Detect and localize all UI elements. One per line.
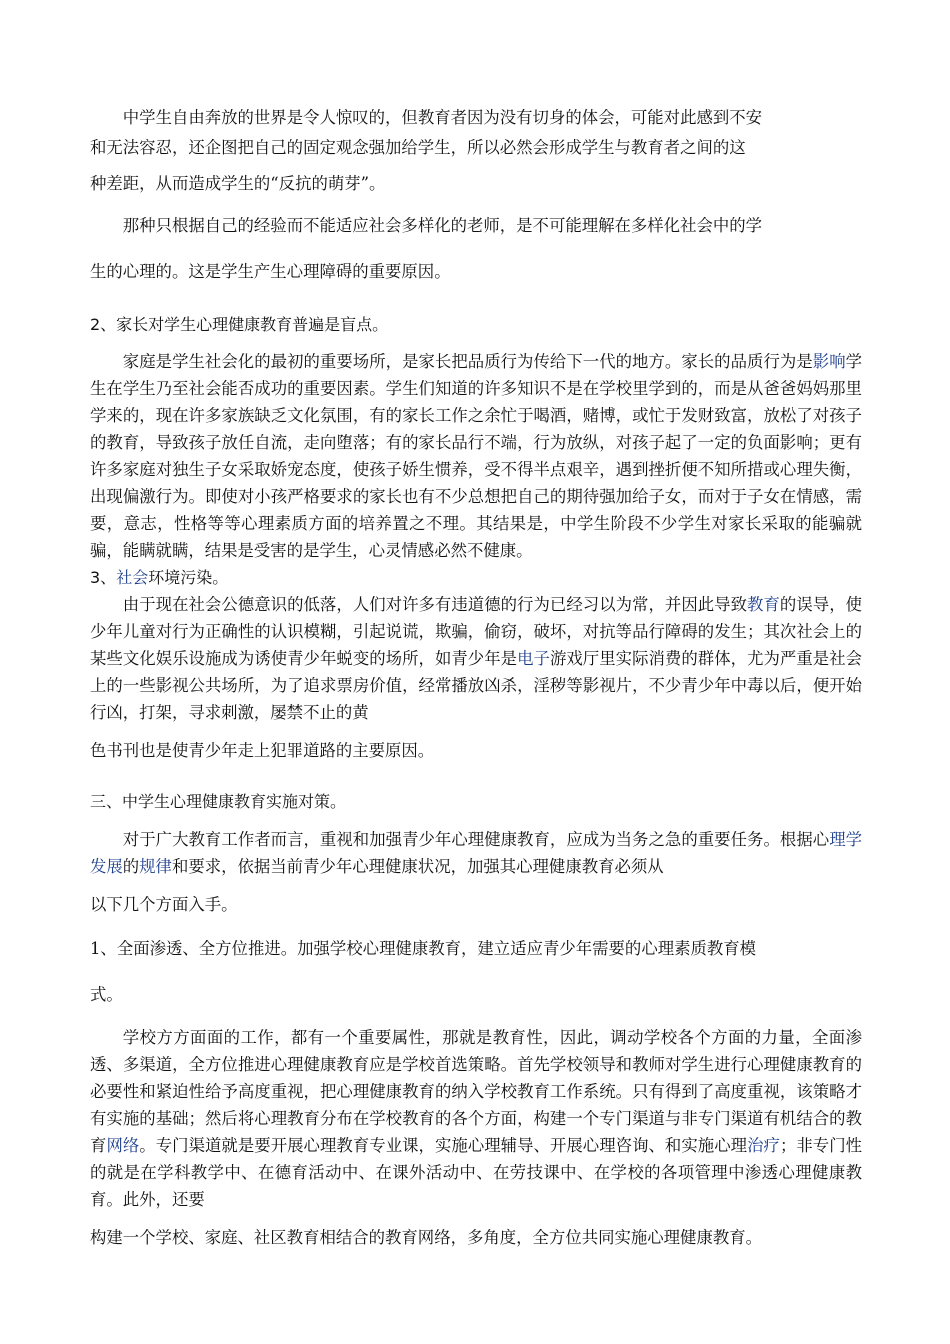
text-span: 。专门渠道就是要开展心理教育专业课，实施心理辅导、开展心理咨询、和实施心理 xyxy=(139,1136,748,1155)
text-span: 学生在学生乃至社会能否成功的重要因素。学生们知道的许多知识不是在学校里学到的，而是从爸爸妈妈那里学来的，现在许多家族缺乏文化氛围，有的家长工作之余忙于喝酒，赌博，或忙于发财致富，放松了对孩子的教育，导致孩子放任自流，走向堕落；有的家长品行不端，行为放纵，对孩子起了一定的负面影响；更有许多家庭对独生子女采取娇宠态度，使孩子娇生惯养，受不得半点艰辛，遇到挫折便不知所措或心理失衡，出现偏激行为。即使对小孩严格要求的家长也有不少总想把自己的期待强加给子女，而对于子女在情感，需要，意志，性格等等心理素质方面的培养置之不理。其结果是，中学生阶段不少学生对家长采取的能骗就骗，能瞒就瞒，结果是受害的是学生，心灵情感必然不健康。 xyxy=(90,352,863,560)
paragraph-line: 以下几个方面入手。 xyxy=(90,895,238,914)
text-span: 环境污染。 xyxy=(148,568,229,587)
paragraph-line: 构建一个学校、家庭、社区教育相结合的教育网络，多角度，全方位共同实施心理健康教育。 xyxy=(90,1228,763,1247)
paragraph-line: 1、全面渗透、全方位推进。加强学校心理健康教育，建立适应青少年需要的心理素质教育模 xyxy=(90,939,757,958)
document-page xyxy=(90,104,862,1259)
paragraph-line: 和无法容忍，还企图把自己的固定观念强加给学生，所以必然会形成学生与教育者之间的这 xyxy=(90,138,746,157)
text-span: ；非专门性的就是在学科教学中、在德育活动中、在课外活动中、在劳技课中、在学校的各项管理中渗透心理健康教育。此外，还要 xyxy=(90,1136,863,1209)
paragraph-line: 生的心理的。这是学生产生心理障碍的重要原因。 xyxy=(90,262,451,281)
list-item-comprehensive xyxy=(90,928,862,1016)
link-law[interactable]: 规律 xyxy=(139,857,172,876)
paragraph-educators xyxy=(90,826,862,880)
text-span: 学校方方面面的工作，都有一个重要属性，那就是教育性，因此，调动学校各个方面的力量，全面渗透、多渠道，全方位推进心理健康教育应是学校首选策略。首先学校领导和教师对学生进行心理健康教育的必要性和紧迫性给予高度重视，把心理健康教育的纳入学校教育工作系统。只有得到了高度重视，该策略才有实施的基础；然后将心理教育分布在学校教育的各个方面，构建一个专门渠道与非专门渠道有机结合的教育 xyxy=(90,1028,862,1155)
paragraph-family xyxy=(90,348,862,564)
text-span: 的误导，使少年儿童对行为正确性的认识模糊，引起说谎，欺骗，偷窃，破坏，对抗等品行障碍的发生；其次社会上的某些文化娱乐设施成为诱使青少年蜕变的场所，如青少年是 xyxy=(90,595,863,668)
text-span: 和要求，依据当前青少年心理健康状况，加强其心理健康教育必须从 xyxy=(171,857,664,876)
text-span: 家庭是学生社会化的最初的重要场所，是家长把品质行为传给下一代的地方。家长的品质行为是 xyxy=(122,352,813,371)
heading-section-three: 三、中学生心理健康教育实施对策。 xyxy=(90,792,347,811)
paragraph-teacher-experience xyxy=(90,205,862,293)
text-span: 对于广大教育工作者而言，重视和加强青少年心理健康教育，应成为当务之急的重要任务。根据心 xyxy=(122,830,830,849)
text-span: 的 xyxy=(122,857,140,876)
heading-parents: 2、家长对学生心理健康教育普遍是盲点。 xyxy=(90,315,389,334)
paragraph-line: 色书刊也是使青少年走上犯罪道路的主要原因。 xyxy=(90,741,435,760)
paragraph-line: 中学生自由奔放的世界是令人惊叹的，但教育者因为没有切身的体会，可能对此感到不安 xyxy=(122,108,763,127)
link-education[interactable]: 教育 xyxy=(747,595,780,614)
text-span: 游戏厅里实际消费的群体，尤为严重是社会上的一些影视公共场所，为了追求票房价值，经常播放凶杀，淫秽等影视片，不少青少年中毒以后，便开始行凶，打架，寻求刺激，屡禁不止的黄 xyxy=(90,649,863,722)
paragraph-social-environment xyxy=(90,591,862,726)
paragraph-line: 种差距，从而造成学生的“反抗的萌芽”。 xyxy=(90,174,386,193)
paragraph-line: 那种只根据自己的经验而不能适应社会多样化的老师，是不可能理解在多样化社会中的学 xyxy=(122,216,763,235)
link-therapy[interactable]: 治疗 xyxy=(747,1136,780,1155)
link-influence[interactable]: 影响 xyxy=(812,352,846,371)
heading-society xyxy=(90,564,862,591)
link-psychology[interactable]: 理学 xyxy=(829,830,863,849)
link-development[interactable]: 发展 xyxy=(90,857,123,876)
link-society[interactable]: 社会 xyxy=(116,568,149,587)
paragraph-school-work xyxy=(90,1024,862,1213)
paragraph-student-world xyxy=(90,104,862,205)
text-span: 由于现在社会公德意识的低落，人们对许多有违道德的行为已经习以为常，并因此导致 xyxy=(122,595,748,614)
link-electronic[interactable]: 电子 xyxy=(517,649,550,668)
link-network[interactable]: 网络 xyxy=(106,1136,140,1155)
text-span: 3、 xyxy=(90,568,117,587)
paragraph-line: 式。 xyxy=(90,985,123,1004)
